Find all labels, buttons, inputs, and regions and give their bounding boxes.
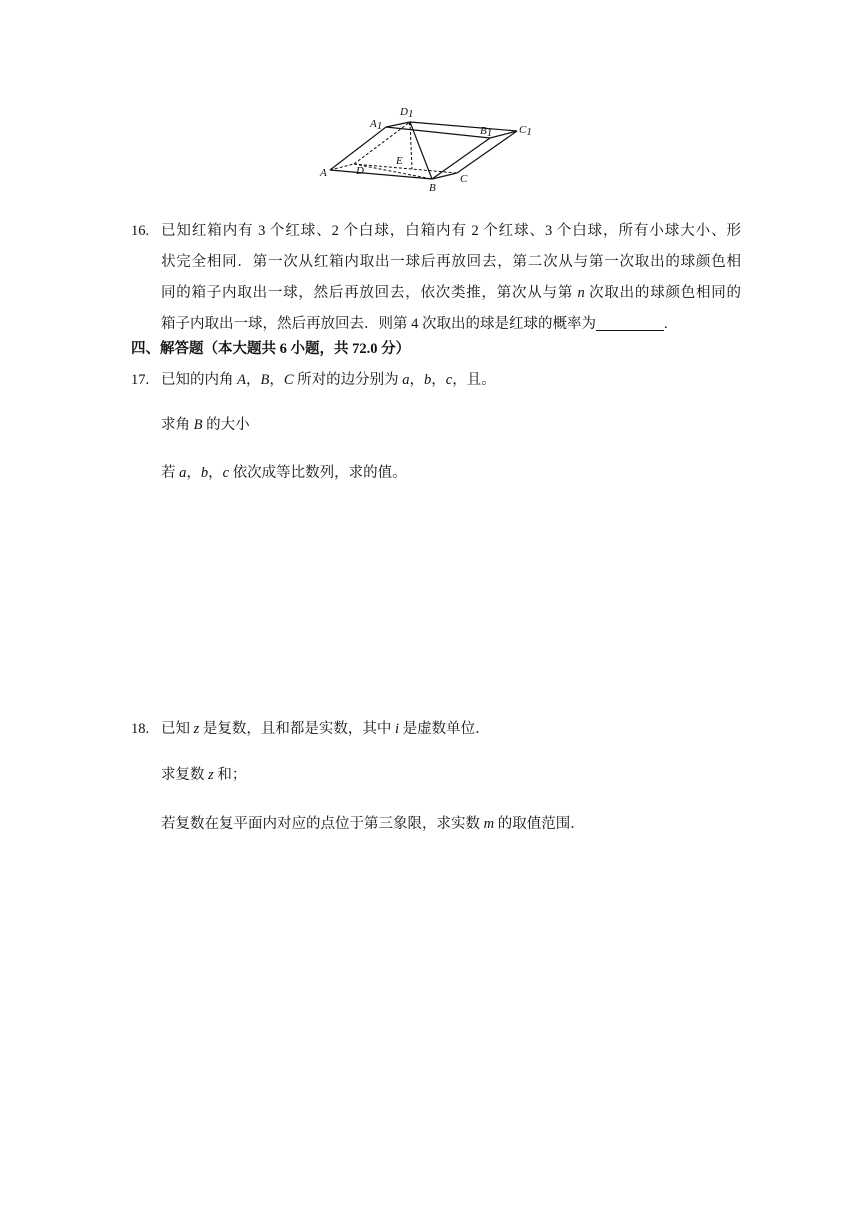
- question-stem: 已知 z 是复数，且和都是实数，其中 i 是虚数单位．: [161, 721, 490, 737]
- question-number: 17.: [131, 372, 150, 388]
- label-D1: D1: [400, 106, 414, 120]
- prism-figure: [318, 103, 544, 195]
- question-18-part-2: 若复数在复平面内对应的点位于第三象限，求实数 m 的取值范围．: [161, 816, 585, 832]
- answer-blank[interactable]: [596, 315, 664, 331]
- label-A1: A1: [370, 118, 383, 132]
- question-stem: 已知的内角 A，B，C 所对的边分别为 a，b，c，且。: [161, 372, 496, 388]
- question-number: 18.: [131, 721, 150, 737]
- question-line: 已知红箱内有 3 个红球、2 个白球，白箱内有 2 个红球、3 个白球，所有小球大小、形: [161, 223, 741, 239]
- question-line: 状完全相同．第一次从红箱内取出一球后再放回去，第二次从与第一次取出的球颜色相: [161, 254, 741, 270]
- question-number: 16.: [131, 223, 150, 239]
- label-A: A: [320, 167, 327, 179]
- question-18-part-1: 求复数 z 和；: [161, 767, 247, 783]
- label-E: E: [396, 155, 403, 167]
- question-body: [161, 365, 741, 396]
- question-body: [161, 714, 741, 745]
- prism-diagram: [318, 103, 544, 195]
- question-body: [161, 216, 741, 340]
- question-17-part-1: 求角 B 的大小: [161, 417, 250, 433]
- section-heading: 四、解答题（本大题共 6 小题，共 72.0 分）: [131, 341, 411, 357]
- label-D: D: [356, 165, 364, 177]
- question-line: 同的箱子内取出一球，然后再放回去，依次类推，第次从与第 n 次取出的球颜色相同的: [161, 285, 742, 301]
- label-C: C: [460, 173, 468, 185]
- label-B: B: [429, 182, 436, 194]
- question-line: 箱子内取出一球，然后再放回去．则第 4 次取出的球是红球的概率为 .: [161, 316, 668, 332]
- label-C1: C1: [519, 124, 532, 138]
- label-B1: B1: [480, 125, 493, 139]
- question-17-part-2: 若 a，b，c 依次成等比数列，求的值。: [161, 465, 407, 481]
